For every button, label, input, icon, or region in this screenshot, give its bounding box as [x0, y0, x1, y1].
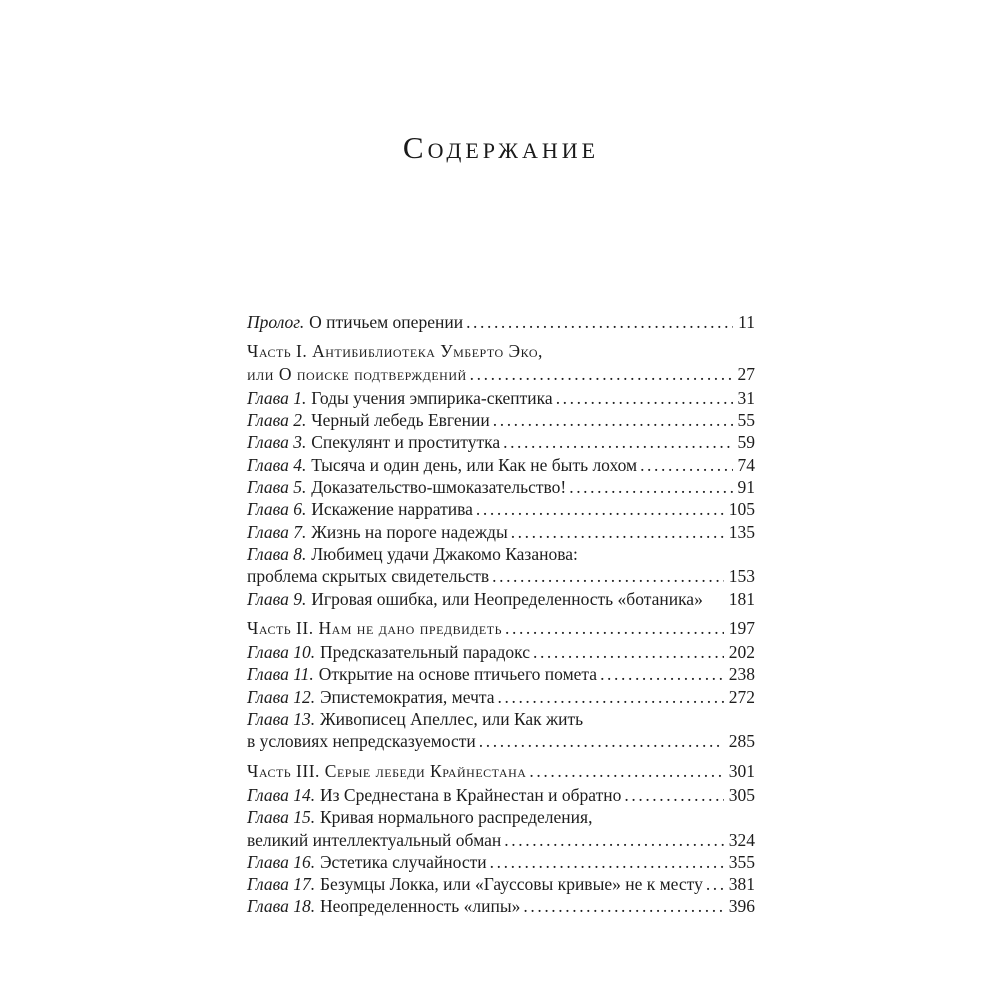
toc-entry: [247, 521, 755, 543]
dot-leader: [505, 617, 724, 639]
toc-entry-title-continued: или О поиске подтверждений: [247, 363, 467, 384]
toc-entry-line: [247, 311, 755, 333]
toc-entry-page-number: 285: [728, 731, 755, 752]
toc-entry-title: Неопределенность «липы»: [320, 896, 521, 917]
toc-entry: [247, 409, 755, 431]
toc-entry-label: Глава 18.: [247, 896, 316, 917]
toc-entry: [247, 760, 755, 782]
toc-entry: [247, 641, 755, 663]
toc-entry-title: Спекулянт и проститутка: [311, 432, 501, 453]
dot-leader: [490, 851, 724, 873]
dot-leader: [470, 363, 733, 385]
toc-entry-line: [247, 760, 755, 782]
dot-leader: [533, 641, 724, 663]
toc-entry-line: [247, 708, 755, 730]
toc-entry-page-number: 396: [728, 896, 755, 917]
dot-leader: [503, 431, 732, 453]
toc-entry-continuation-line: [247, 829, 755, 851]
toc-entry: [247, 454, 755, 476]
toc-entry-label: Глава 1.: [247, 387, 307, 408]
toc-entry: [247, 663, 755, 685]
toc-entry-line: [247, 686, 755, 708]
toc-entry-title: Живописец Апеллес, или Как жить: [320, 709, 584, 730]
toc-entry-title: Из Среднестана в Крайнестан и обратно: [320, 784, 622, 805]
toc-entry-page-number: 153: [728, 566, 755, 587]
toc-entry-label: Глава 2.: [247, 410, 307, 431]
toc-entry-page-number: 91: [737, 477, 755, 498]
toc-entry-page-number: 238: [728, 664, 755, 685]
toc-entry-label: Глава 5.: [247, 477, 307, 498]
toc-entry-label: Глава 17.: [247, 874, 316, 895]
toc-entry-title: О птичьем оперении: [309, 312, 464, 332]
page-title: Содержание: [402, 129, 600, 165]
dot-leader: [476, 498, 724, 520]
toc-entry-title: Часть I. Антибиблиотека Умберто Эко,: [247, 341, 543, 362]
toc-entry-title: Искажение нарратива: [311, 499, 473, 520]
toc-entry: [247, 873, 755, 895]
toc-entry-page-number: 381: [728, 874, 755, 895]
toc-entry-line: [247, 521, 755, 543]
toc-entry-label: Глава 6.: [247, 499, 307, 520]
toc-entry-line: [247, 340, 755, 362]
toc-entry-label: Глава 9.: [247, 588, 307, 609]
dot-leader: [504, 829, 723, 851]
toc-entry-page-number: 272: [728, 686, 755, 707]
toc-entry: [247, 851, 755, 873]
toc-entry-continuation-line: [247, 730, 755, 752]
toc-entry-title: Доказательство-шмоказательство!: [311, 477, 567, 498]
toc-entry-line: [247, 431, 755, 453]
toc-entry: [247, 498, 755, 520]
toc-entry-label: Глава 7.: [247, 521, 307, 542]
dot-leader: [466, 311, 733, 333]
toc-entry-line: [247, 617, 755, 639]
toc-entry-line: [247, 784, 755, 806]
dot-leader: [706, 873, 724, 895]
toc-entry: [247, 686, 755, 708]
toc-entry: [247, 387, 755, 409]
toc-entry-continuation-line: [247, 565, 755, 587]
toc-entry-title: Открытие на основе птичьего помета: [318, 664, 598, 685]
toc-entry-line: [247, 409, 755, 431]
table-of-contents: [247, 311, 755, 918]
toc-entry: [247, 588, 755, 610]
toc-entry-page-number: 301: [728, 760, 755, 781]
dot-leader: [640, 454, 732, 476]
toc-entry-page-number: 11: [738, 312, 755, 332]
toc-entry-title: Тысяча и один день, или Как не быть лохом: [311, 454, 638, 475]
toc-entry-page-number: 55: [737, 410, 755, 431]
toc-entry-label: Глава 12.: [247, 686, 316, 707]
toc-entry-label: Глава 14.: [247, 784, 316, 805]
toc-entry-title-continued: в условиях непредсказуемости: [247, 731, 476, 752]
toc-entry-continuation-line: [247, 363, 755, 385]
toc-entry-line: [247, 851, 755, 873]
toc-entry: [247, 806, 755, 851]
toc-entry-page-number: 59: [737, 432, 755, 453]
toc-entry-title-continued: проблема скрытых свидетельств: [247, 566, 490, 587]
toc-entry: [247, 617, 755, 639]
toc-entry-page-number: 202: [728, 642, 755, 663]
toc-entry: [247, 895, 755, 917]
toc-entry-label: Глава 15.: [247, 807, 316, 828]
toc-entry-page-number: 105: [728, 499, 755, 520]
toc-entry-page-number: 181: [728, 588, 755, 609]
toc-entry-line: [247, 895, 755, 917]
dot-leader: [492, 565, 724, 587]
toc-entry-label: Глава 3.: [247, 432, 307, 453]
toc-entry-label: Пролог.: [247, 312, 305, 332]
toc-entry-title: Предсказательный парадокс: [320, 642, 530, 663]
toc-entry-line: [247, 641, 755, 663]
toc-entry: [247, 476, 755, 498]
toc-entry-title: Черный лебедь Евгении: [311, 410, 490, 431]
toc-entry-page-number: 197: [728, 617, 755, 638]
toc-entry-label: Глава 4.: [247, 454, 307, 475]
toc-entry-label: Глава 13.: [247, 709, 316, 730]
dot-leader: [706, 588, 724, 610]
dot-leader: [479, 730, 724, 752]
toc-entry-title: Безумцы Локка, или «Гауссовы кривые» не к месту: [320, 874, 703, 895]
dot-leader: [523, 895, 723, 917]
dot-leader: [624, 784, 723, 806]
toc-entry-label: Глава 8.: [247, 543, 307, 564]
toc-entry: [247, 431, 755, 453]
dot-leader: [600, 663, 724, 685]
dot-leader: [556, 387, 733, 409]
dot-leader: [529, 760, 723, 782]
toc-entry-line: [247, 663, 755, 685]
toc-entry: [247, 784, 755, 806]
dot-leader: [493, 409, 733, 431]
toc-entry-page-number: 74: [737, 454, 755, 475]
toc-entry-page-number: 324: [728, 829, 755, 850]
toc-entry-title: Эстетика случайности: [320, 851, 487, 872]
toc-entry-title: Жизнь на пороге надежды: [311, 521, 508, 542]
toc-entry-page-number: 31: [737, 387, 755, 408]
toc-entry-page-number: 135: [728, 521, 755, 542]
toc-entry-line: [247, 588, 755, 610]
toc-entry-title-continued: великий интеллектуальный обман: [247, 829, 502, 850]
toc-entry-title: Годы учения эмпирика-скептика: [311, 387, 553, 408]
toc-entry-page-number: 355: [728, 851, 755, 872]
toc-entry-label: Глава 10.: [247, 642, 316, 663]
toc-entry: [247, 543, 755, 588]
toc-entry-line: [247, 543, 755, 565]
toc-entry-title: Любимец удачи Джакомо Казанова:: [311, 543, 578, 564]
toc-entry: [247, 340, 755, 385]
toc-entry-line: [247, 476, 755, 498]
toc-entry: [247, 311, 755, 333]
toc-entry-title: Часть II. Нам не дано предвидеть: [247, 617, 502, 638]
toc-entry-line: [247, 387, 755, 409]
toc-entry-page-number: 305: [728, 784, 755, 805]
toc-entry-title: Игровая ошибка, или Неопределенность «ботаника»: [311, 588, 703, 609]
toc-entry-title: Часть III. Серые лебеди Крайнестана: [247, 760, 527, 781]
toc-entry-line: [247, 454, 755, 476]
toc-entry-page-number: 27: [737, 363, 755, 384]
dot-leader: [511, 521, 724, 543]
toc-entry-label: Глава 16.: [247, 851, 316, 872]
toc-entry-line: [247, 806, 755, 828]
toc-entry-line: [247, 873, 755, 895]
dot-leader: [569, 476, 732, 498]
toc-entry: [247, 708, 755, 753]
toc-entry-label: Глава 11.: [247, 664, 314, 685]
toc-entry-line: [247, 498, 755, 520]
dot-leader: [498, 686, 724, 708]
toc-entry-title: Кривая нормального распределения,: [320, 807, 593, 828]
toc-entry-title: Эпистемократия, мечта: [320, 686, 495, 707]
